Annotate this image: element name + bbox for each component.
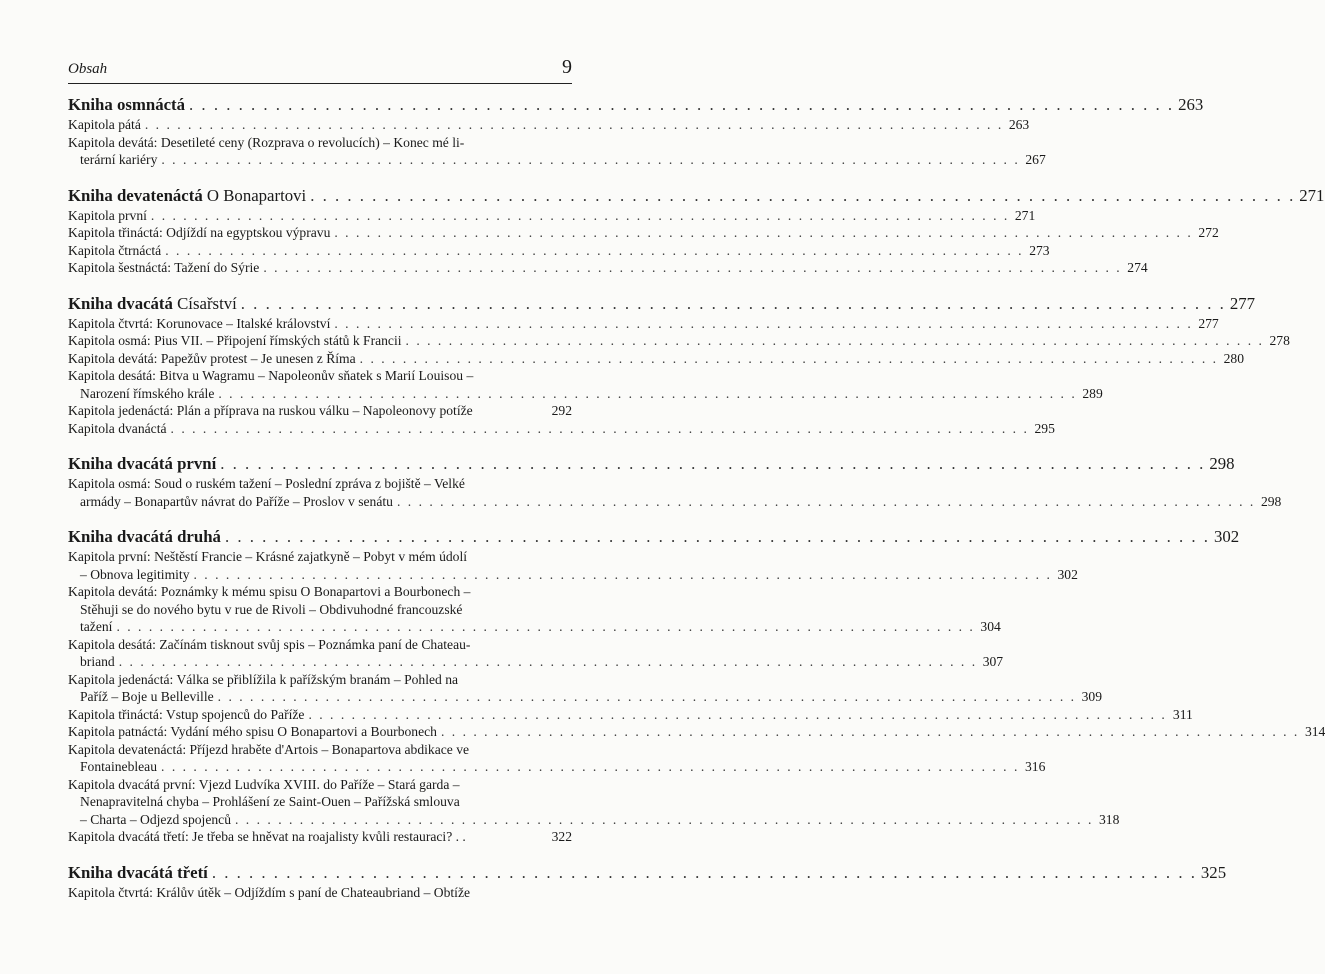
chapter-line [68,618,1001,636]
toc-book [68,95,1204,169]
chapter-line [68,420,1055,438]
toc-book [68,527,1325,846]
dot-leader [171,420,1029,438]
book-heading [68,527,1240,548]
chapter-line [68,493,1282,511]
book-page-ref: 271 [1299,185,1325,205]
chapter-text: armády – Bonapartův návrat do Paříže – Proslov v senátu [80,493,393,509]
toc-book [68,862,1227,902]
book-title [68,864,208,882]
book-title [68,528,221,546]
chapter-text: Kapitola devatenáctá: Příjezd hraběte d'Artois – Bonapartova abdikace ve [68,741,470,757]
chapter-page-ref: 267 [1025,152,1046,167]
dot-leader [119,653,977,671]
book-title-bold: Kniha dvacátá druhá [68,527,221,546]
chapter-line [68,741,572,759]
dot-leader [189,96,1174,114]
chapter-line [68,636,572,654]
book-title [68,295,237,313]
chapter-text: Kapitola devátá: Poznámky k mému spisu O Bonapartovi a Bourbonech – [68,584,471,599]
dot-leader [308,706,1166,724]
chapter-line [68,367,572,385]
chapter-text: Kapitola osmá: Soud o ruském tažení – Poslední zpráva z bojiště – Velké [68,476,465,491]
chapter-line [68,548,572,566]
chapter-page-ref: 278 [1269,333,1290,348]
header-rule [68,83,572,84]
chapter-text: Kapitola čtvrtá: Králův útěk – Odjíždím s paní de Chateaubriand – Obtíže [68,884,471,900]
chapter-text: Kapitola osmá: Pius VII. – Připojení římských států k Francii [68,333,402,348]
dot-leader [220,455,1205,473]
chapter-page-ref: 289 [1082,385,1103,401]
chapter-text: tažení [80,619,113,634]
chapter-text: Kapitola třináctá: Vstup spojenců do Paříže [68,706,305,722]
dot-leader [194,566,1052,584]
chapter-text: – Charta – Odjezd spojenců [80,811,231,827]
chapter-page-ref: 322 [551,829,572,844]
dot-leader [360,350,1218,368]
dot-leader [241,295,1226,313]
chapter-page-ref: 302 [1057,566,1078,582]
dot-leader [116,618,974,636]
chapter-page-ref: 304 [980,619,1001,634]
chapter-text: Kapitola jedenáctá: Plán a příprava na ruskou válku – Napoleonovy potíže [68,403,473,418]
chapter-line [68,402,572,420]
chapter-text: Kapitola desátá: Bitva u Wagramu – Napoleonův sňatek s Marií Louisou – [68,368,474,383]
book-heading [68,862,1227,884]
book-heading [68,185,1325,207]
chapter-text: Fontainebleau [80,759,158,774]
chapter-line [68,793,572,811]
dot-leader [145,116,1003,134]
chapter-text: briand [80,654,115,669]
chapter-page-ref: 311 [1172,706,1193,722]
chapter-page-ref: 318 [1098,811,1120,827]
chapter-text: – Obnova legitimity [80,566,190,582]
dot-leader [310,187,1295,205]
dot-leader [334,224,1192,242]
chapter-page-ref: 316 [1024,759,1046,774]
page-number: 9 [562,56,572,78]
chapter-text: Kapitola patnáctá: Vydání mého spisu O Bonapartovi a Bourbonech [68,724,437,739]
book-heading [68,95,1204,116]
table-of-contents [68,95,1325,901]
dot-leader [218,688,1076,706]
book-page-ref: 263 [1178,95,1204,114]
chapter-page-ref: 307 [982,654,1004,669]
chapter-page-ref: 280 [1223,350,1245,366]
chapter-page-ref: 263 [1008,117,1030,132]
chapter-line [68,671,572,689]
chapter-text: Paříž – Boje u Belleville [80,689,214,704]
book-page-ref: 298 [1209,454,1235,473]
book-heading [68,293,1256,315]
dot-leader [165,242,1023,260]
chapter-text: Kapitola první [68,207,147,223]
book-page-ref: 325 [1200,862,1227,882]
chapter-page-ref: 272 [1198,225,1219,240]
dot-leader [161,151,1019,169]
chapter-line [68,828,572,846]
chapter-line [68,706,1193,724]
book-page-ref: 277 [1229,293,1256,313]
chapter-line [68,350,1245,368]
dot-leader [441,723,1299,741]
chapter-line [68,723,1325,741]
chapter-text: Kapitola dvacátá třetí: Je třeba se hněvat na roajalisty kvůli restauraci? . . [68,829,466,844]
chapter-text: Kapitola pátá [68,117,141,132]
chapter-page-ref: 314 [1304,724,1325,739]
running-header [68,56,572,78]
book-title-bold: Kniha devatenáctá [68,185,203,205]
chapter-page-ref: 298 [1260,493,1282,509]
chapter-text: Kapitola první: Neštěstí Francie – Krásné zajatkyně – Pobyt v mém údolí [68,549,468,564]
chapter-line [68,116,1030,134]
chapter-text: Kapitola jedenáctá: Válka se přiblížila k pařížským branám – Pohled na [68,671,459,687]
chapter-page-ref: 274 [1127,260,1148,275]
chapter-text: Kapitola čtrnáctá [68,242,162,258]
chapter-text: Kapitola dvanáctá [68,420,167,436]
chapter-text: Kapitola desátá: Začínám tisknout svůj spis – Poznámka paní de Chateau- [68,636,471,652]
toc-book [68,454,1282,510]
book-title [68,96,185,114]
dot-leader [235,811,1093,829]
chapter-page-ref: 277 [1198,315,1219,331]
chapter-line [68,601,572,619]
dot-leader [225,528,1210,546]
book-title-bold: Kniha osmnáctá [68,95,186,114]
chapter-line [68,242,1050,260]
chapter-text: Nenapravitelná chyba – Prohlášení ze Saint-Ouen – Pařížská smlouva [80,794,460,809]
dot-leader [161,758,1019,776]
chapter-line [68,653,1004,671]
chapter-page-ref: 295 [1034,420,1055,436]
chapter-text: Kapitola devátá: Desetileté ceny (Rozprava o revolucích) – Konec mé li- [68,134,465,150]
dot-leader [406,332,1264,350]
chapter-line [68,134,572,152]
chapter-line [68,475,572,493]
chapter-line [68,811,1120,829]
chapter-line [68,758,1046,776]
dot-leader [263,259,1121,277]
dot-leader [151,207,1009,225]
chapter-page-ref: 273 [1029,242,1050,258]
chapter-text: Narození římského krále [80,385,215,401]
toc-book [68,293,1290,438]
chapter-text: terární kariéry [80,152,158,167]
chapter-page-ref: 292 [551,403,572,418]
chapter-page-ref: 271 [1014,207,1036,223]
book-heading [68,454,1235,475]
chapter-line [68,332,1290,350]
book-subtitle: O Bonapartovi [206,185,307,205]
chapter-line [68,583,572,601]
header-title: Obsah [68,61,108,77]
dot-leader [218,385,1076,403]
book-subtitle: Císařství [177,293,237,313]
chapter-line [68,566,1078,584]
book-title [68,187,306,205]
book-title [68,455,216,473]
book-title-bold: Kniha dvacátá první [68,454,217,473]
book-page-ref: 302 [1214,527,1240,546]
chapter-page-ref: 309 [1081,689,1103,704]
chapter-text: Kapitola dvacátá první: Vjezd Ludvíka XVIII. do Paříže – Stará garda – [68,776,460,792]
book-title-bold: Kniha dvacátá [68,293,173,313]
chapter-line [68,207,1036,225]
chapter-line [68,315,1219,333]
dot-leader [212,864,1197,882]
book-title-bold: Kniha dvacátá třetí [68,862,208,882]
chapter-line [68,688,1103,706]
chapter-text: Kapitola čtvrtá: Korunovace – Italské království [68,315,331,331]
dot-leader [334,315,1192,333]
chapter-line [68,776,572,794]
chapter-line [68,259,1148,277]
chapter-line [68,884,572,902]
chapter-text: Kapitola šestnáctá: Tažení do Sýrie [68,260,260,275]
chapter-text: Kapitola třináctá: Odjíždí na egyptskou výpravu [68,225,331,240]
chapter-line [68,151,1046,169]
toc-book [68,185,1325,277]
chapter-text: Stěhuji se do nového bytu v rue de Rivoli – Obdivuhodné francouzské [80,601,463,617]
chapter-line [68,224,1219,242]
dot-leader [397,493,1255,511]
chapter-text: Kapitola devátá: Papežův protest – Je unesen z Říma [68,350,356,366]
chapter-line [68,385,1103,403]
